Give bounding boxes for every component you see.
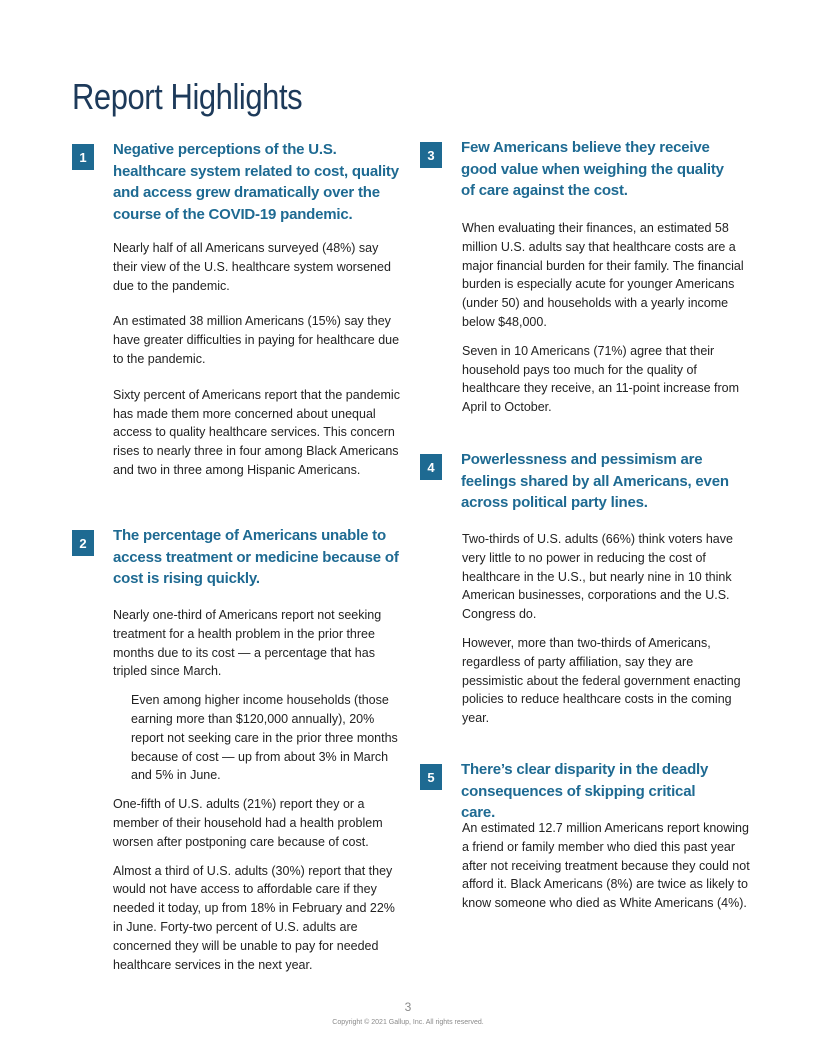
section-number-badge: 2: [72, 530, 94, 556]
section-heading: The percentage of Americans unable to access treatment or medicine because of cost is rising quickly.: [113, 527, 399, 587]
page-title: Report Highlights: [72, 76, 303, 117]
indented-paragraph: Even among higher income households (those earning more than $120,000 annually), 20% report not seeking care in the prior three months because of cost — up from about 3% in March and 5% in June.: [131, 693, 398, 783]
body-paragraph: An estimated 38 million Americans (15%) say they have greater difficulties in paying for healthcare due to the pandemic.: [113, 314, 400, 366]
copyright-notice: Copyright © 2021 Gallup, Inc. All rights reserved.: [332, 1019, 484, 1026]
body-paragraph: Sixty percent of Americans report that the pandemic has made them more concerned about unequal access to quality healthcare services. This concern rises to nearly three in four among Black Americans and two in three among Hispanic Americans.: [113, 387, 400, 477]
body-paragraph: Nearly half of all Americans surveyed (48%) say their view of the U.S. healthcare system worsened due to the pandemic.: [113, 241, 391, 293]
body-paragraph: One-fifth of U.S. adults (21%) report they or a member of their household had a health problem worsen after postponing care because of cost.: [113, 797, 383, 849]
body-paragraph: However, more than two-thirds of Americans, regardless of party affiliation, say they are pessimistic about the federal government enacting policies to reduce healthcare costs in the coming year.: [462, 635, 741, 726]
section-heading: There’s clear disparity in the deadly consequences of skipping critical care.: [461, 761, 709, 821]
section-number-badge: 4: [420, 454, 442, 480]
section-number-badge: 5: [420, 764, 442, 790]
body-paragraph: Almost a third of U.S. adults (30%) report that they would not have access to affordable care if they needed it today, up from 18% in February and 22% in June. Forty-two percent of U.S. adults are concerned they will be unable to pay for needed healthcare services in the next year.: [113, 863, 395, 972]
section-heading: Negative perceptions of the U.S. healthcare system related to cost, quality and access grew dramatically over the course of the COVID-19 pandemic.: [113, 141, 399, 223]
section-heading: Few Americans believe they receive good value when weighing the quality of care against the cost.: [461, 139, 724, 199]
body-paragraph: When evaluating their finances, an estimated 58 million U.S. adults say that healthcare costs are a major financial burden for their family. The financial burden is especially acute for younger Americans (under 50) and households with a yearly income below $48,000.: [462, 221, 744, 329]
section-number-badge: 3: [420, 142, 442, 168]
page-number: 3: [404, 1000, 412, 1014]
body-paragraph: An estimated 12.7 million Americans report knowing a friend or family member who died this past year after not receiving treatment because they could not afford it. Black Americans (8%) are twice as likely to know someone who died as White Americans (4%).: [462, 821, 750, 911]
section-heading: Powerlessness and pessimism are feelings shared by all Americans, even across political party lines.: [461, 451, 729, 511]
body-paragraph: Seven in 10 Americans (71%) agree that their household pays too much for the quality of healthcare they receive, an 11-point increase from April to October.: [462, 343, 740, 415]
body-paragraph: Nearly one-third of Americans report not seeking treatment for a health problem in the prior three months due to its cost — a percentage that has tripled since March.: [113, 608, 382, 679]
section-number-badge: 1: [72, 144, 94, 170]
body-paragraph: Two-thirds of U.S. adults (66%) think voters have very little to no power in reducing the cost of healthcare in the U.S., but nearly nine in 10 think American businesses, corporations and the U.S. Congress do.: [462, 532, 733, 622]
